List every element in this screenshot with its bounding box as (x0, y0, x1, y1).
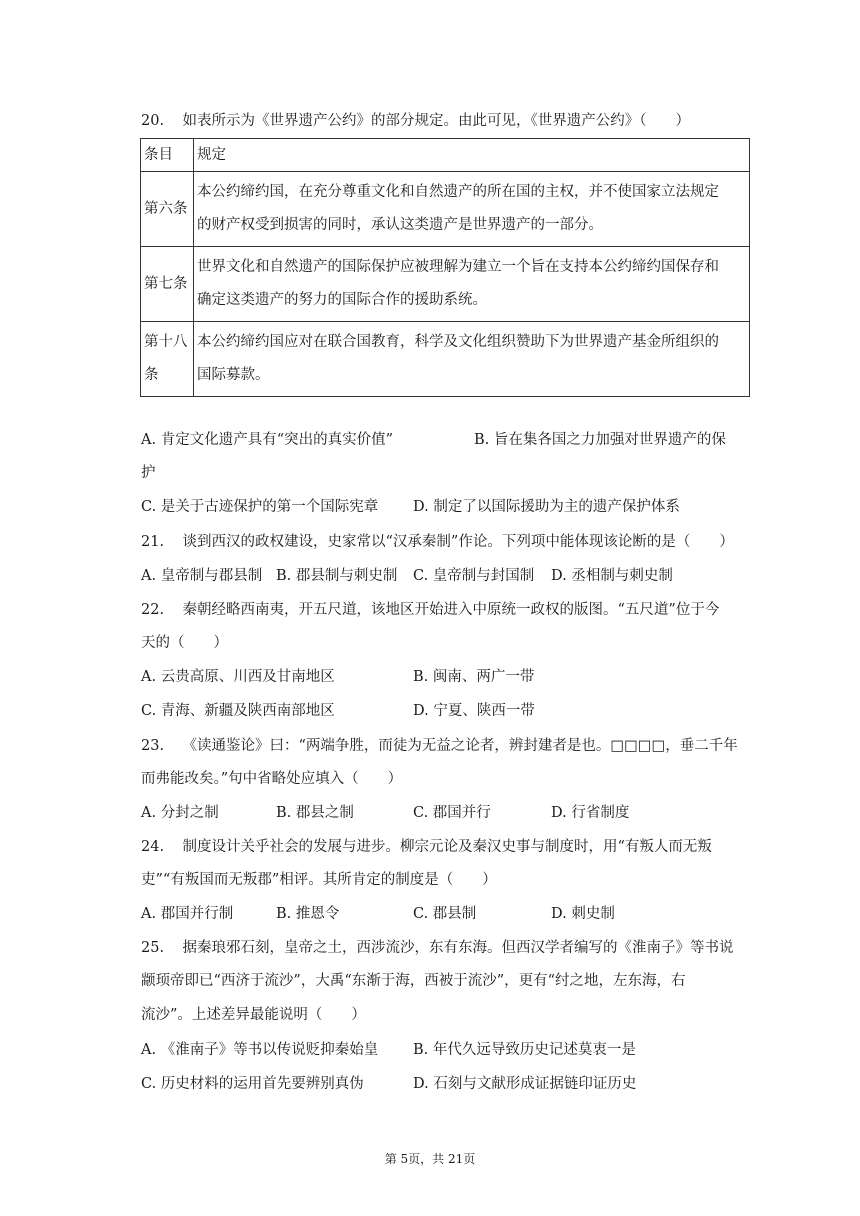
q24-option-a[interactable]: A. 郡国并行制 (141, 906, 234, 922)
q24-stem-line (141, 837, 712, 857)
row-text (194, 172, 750, 247)
q21-stem-line (141, 532, 734, 552)
row-text-line: 确定这类遗产的努力的国际合作的援助系统。 (197, 292, 487, 308)
table-header-row (141, 139, 750, 172)
table-row (141, 172, 750, 247)
q20-option-c[interactable]: C. 是关于古迹保护的第一个国际宪章 (141, 499, 379, 515)
row-text-line: 国际募款。 (197, 367, 270, 383)
q21-number: 21. (141, 534, 165, 550)
row-item (141, 322, 194, 397)
q20-number: 20. (141, 113, 165, 129)
q21-option-c[interactable]: C. 皇帝制与封国制 (413, 568, 535, 584)
q20-option-d[interactable]: D. 制定了以国际援助为主的遗产保护体系 (413, 499, 680, 515)
q23-stem: 《读通鉴论》曰：“两端争胜，而徒为无益之论者，辨封建者是也。□□□□，垂二千年 (182, 738, 738, 754)
q22-option-c[interactable]: C. 青海、新疆及陕西南部地区 (141, 703, 335, 719)
q21-option-d[interactable]: D. 丞相制与刺史制 (551, 568, 673, 584)
q20-option-a[interactable]: A. 肯定文化遗产具有“突出的真实价值” (141, 432, 394, 448)
q23-option-a[interactable]: A. 分封之制 (141, 805, 219, 821)
q20-option-b-cont: 护 (141, 465, 156, 481)
q21-stem: 谈到西汉的政权建设，史家常以“汉承秦制”作论。下列项中能体现该论断的是（ ） (182, 534, 734, 550)
q22-option-b[interactable]: B. 闽南、两广一带 (413, 669, 535, 685)
q24-stem-cont: 吏”“有叛国而无叛郡”相评。其所肯定的制度是（ ） (141, 872, 497, 888)
row-item-line: 第十八 (144, 334, 188, 350)
q23-number: 23. (141, 738, 165, 754)
q23-option-b[interactable]: B. 郡县之制 (276, 805, 354, 821)
q23-option-d[interactable]: D. 行省制度 (551, 805, 630, 821)
q25-stem-cont: 流沙”。上述差异最能说明（ ） (141, 1007, 366, 1023)
header-rule: 规定 (194, 139, 750, 172)
row-item: 第七条 (141, 247, 194, 322)
q25-stem-cont: 颛顼帝即已“西济于流沙”，大禹“东渐于海，西被于流沙”，更有“纣之地，左东海，右 (141, 973, 686, 989)
q22-number: 22. (141, 602, 165, 618)
q20-stem-line (141, 111, 690, 131)
q25-stem-line (141, 938, 734, 958)
q24-stem: 制度设计关乎社会的发展与进步。柳宗元论及秦汉史事与制度时，用“有叛人而无叛 (182, 839, 712, 855)
q22-stem: 秦朝经略西南夷，开五尺道，该地区开始进入中原统一政权的版图。“五尺道”位于今 (182, 602, 720, 618)
q22-stem-line (141, 600, 719, 620)
q24-option-d[interactable]: D. 刺史制 (551, 906, 615, 922)
regulation-table (140, 138, 750, 397)
row-text (194, 322, 750, 397)
table-row (141, 322, 750, 397)
q23-stem-cont: 而弗能改矣。”句中省略处应填入（ ） (141, 771, 403, 787)
q25-option-d[interactable]: D. 石刻与文献形成证据链印证历史 (413, 1076, 637, 1092)
q25-number: 25. (141, 940, 165, 956)
q20-option-b[interactable]: B. 旨在集各国之力加强对世界遗产的保 (474, 432, 726, 448)
q22-stem-cont: 天的（ ） (141, 635, 228, 651)
row-text-line: 本公约缔约国，在充分尊重文化和自然遗产的所在国的主权，并不使国家立法规定 (197, 184, 719, 200)
q21-option-b[interactable]: B. 郡县制与刺史制 (276, 568, 398, 584)
row-text (194, 247, 750, 322)
q23-stem-line (141, 736, 738, 756)
row-text-line: 世界文化和自然遗产的国际保护应被理解为建立一个旨在支持本公约缔约国保存和 (197, 259, 719, 275)
row-text-line: 本公约缔约国应对在联合国教育，科学及文化组织赞助下为世界遗产基金所组织的 (197, 334, 719, 350)
q22-option-d[interactable]: D. 宁夏、陕西一带 (413, 703, 535, 719)
row-item-line: 条 (144, 367, 159, 383)
header-item: 条目 (141, 139, 194, 172)
q25-option-a[interactable]: A. 《淮南子》等书以传说贬抑秦始皇 (141, 1042, 379, 1058)
q23-option-c[interactable]: C. 郡国并行 (413, 805, 491, 821)
q25-option-b[interactable]: B. 年代久远导致历史记述莫衷一是 (413, 1042, 636, 1058)
q22-option-a[interactable]: A. 云贵高原、川西及甘南地区 (141, 669, 335, 685)
q20-stem: 如表所示为《世界遗产公约》的部分规定。由此可见，《世界遗产公约》（ ） (182, 113, 690, 129)
q24-number: 24. (141, 839, 165, 855)
row-item: 第六条 (141, 172, 194, 247)
table-row (141, 247, 750, 322)
q25-stem: 据秦琅邪石刻，皇帝之土，西涉流沙，东有东海。但西汉学者编写的《淮南子》等书说 (182, 940, 734, 956)
q24-option-b[interactable]: B. 推恩令 (276, 906, 340, 922)
q21-option-a[interactable]: A. 皇帝制与郡县制 (141, 568, 263, 584)
q24-option-c[interactable]: C. 郡县制 (413, 906, 477, 922)
page-footer: 第 5页，共 21页 (384, 1152, 476, 1166)
row-text-line: 的财产权受到损害的同时，承认这类遗产是世界遗产的一部分。 (197, 217, 603, 233)
q25-option-c[interactable]: C. 历史材料的运用首先要辨别真伪 (141, 1076, 364, 1092)
